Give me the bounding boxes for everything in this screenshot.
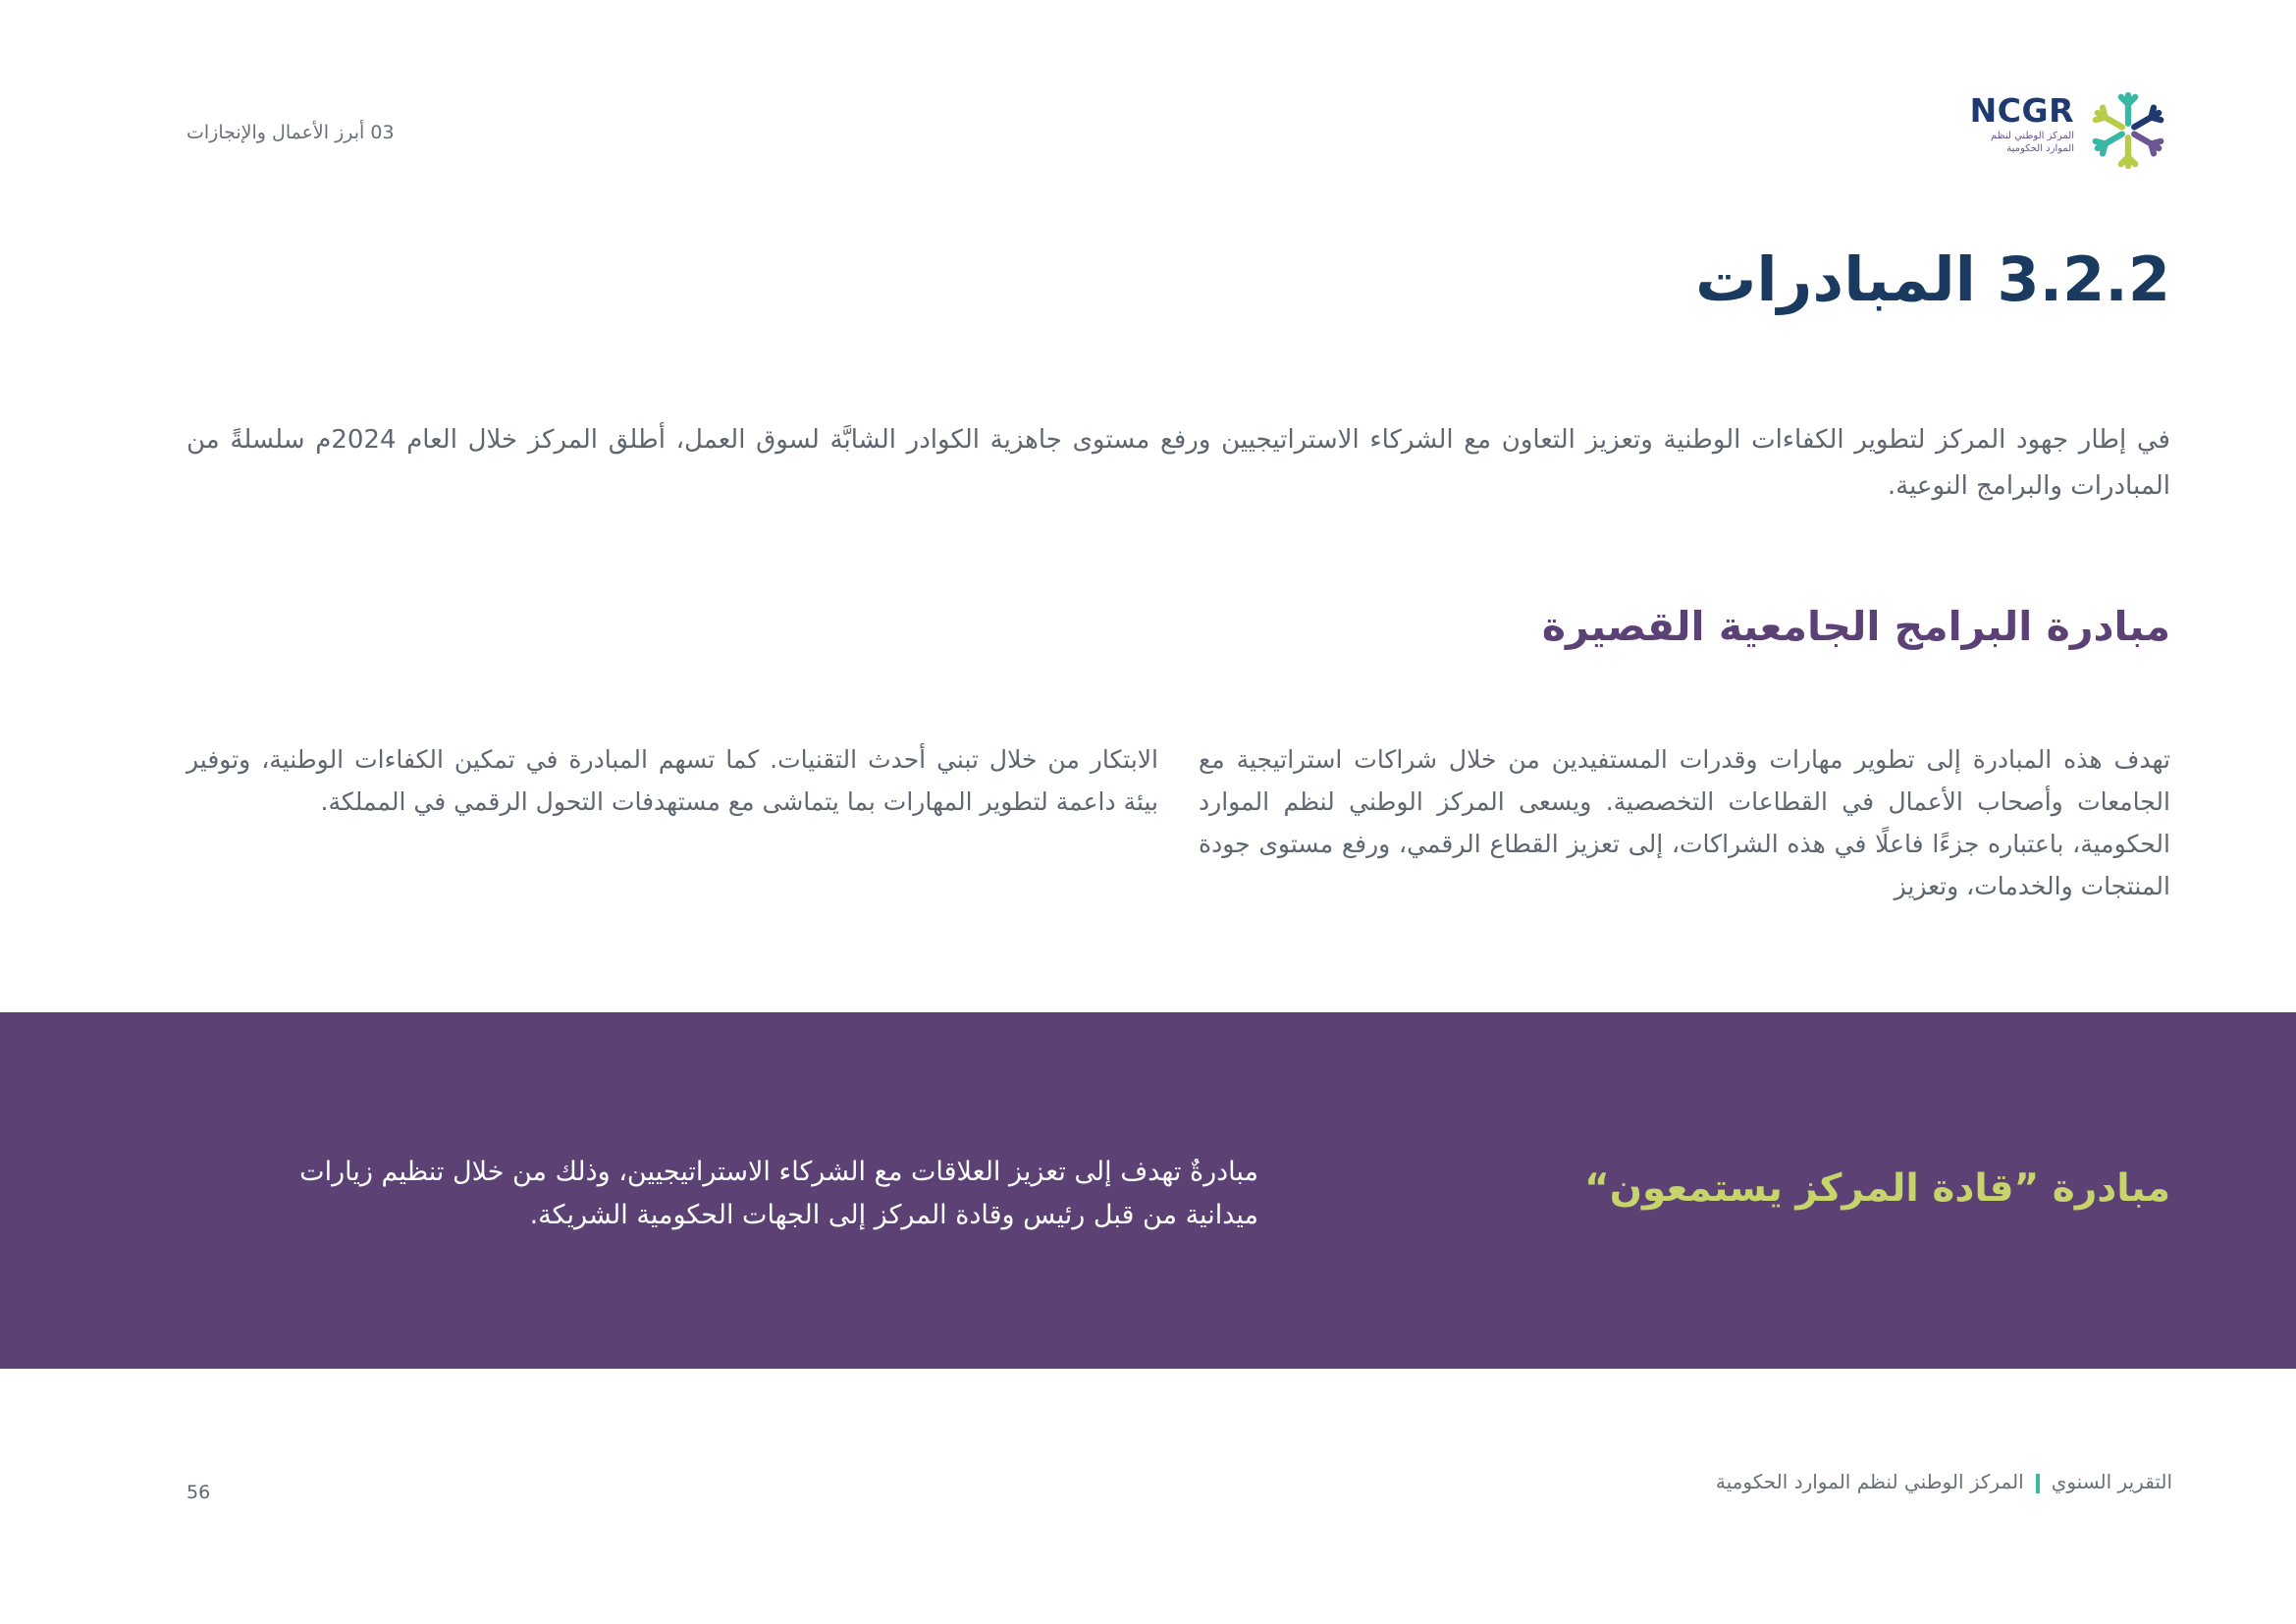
section-label: 03 أبرز الأعمال والإنجازات [187, 122, 395, 143]
initiative-text-column-right: تهدف هذه المبادرة إلى تطوير مهارات وقدرات المستفيدين من خلال شراكات استراتيجية مع الجامعات وأصحاب الأعمال في القطاعات التخصصية. ويسعى المركز الوطني لنظم الموارد الحكومية، باعتباره جزءًا فاعلًا في هذه الشراكات، إلى تعزيز القطاع الرقمي، ورفع مستوى جودة المنتجات والخدمات، وتعزيز [1199, 745, 2170, 900]
ncgr-star-icon [2084, 86, 2172, 175]
ncgr-logo [1927, 86, 2172, 181]
logo-wordmark [1970, 92, 2074, 155]
initiative-band-text: مبادرةٌ تهدف إلى تعزيز العلاقات مع الشركاء الاستراتيجيين، وذلك من خلال تنظيم زيارات ميدانية من قبل رئيس وقادة المركز إلى الجهات الحكومية الشريكة. [299, 1157, 1258, 1230]
page-number: 56 [187, 1482, 211, 1503]
footer-separator [2036, 1474, 2040, 1493]
logo-subtitle-line1: المركز الوطني لنظم [1991, 131, 2074, 141]
initiative-heading-leaders-listen: مبادرة ”قادة المركز يستمعون“ [1584, 1166, 2170, 1211]
footer-credits [1716, 1470, 2172, 1493]
logo-text: NCGR [1969, 91, 2074, 130]
initiative-text-column-left: الابتكار من خلال تبني أحدث التقنيات. كما تسهم المبادرة في تمكين الكفاءات الوطنية، وتوفير بيئة داعمة لتطوير المهارات بما يتماشى مع مستهدفات التحول الرقمي في المملكة. [187, 745, 1158, 816]
footer-report-label: التقرير السنوي [2051, 1470, 2172, 1493]
page-title: 3.2.2 المبادرات [1695, 244, 2170, 315]
footer-org-name: المركز الوطني لنظم الموارد الحكومية [1715, 1470, 2024, 1493]
initiative-heading-university-programs: مبادرة البرامج الجامعية القصيرة [1541, 603, 2170, 650]
logo-subtitle-line2: الموارد الحكومية [2006, 143, 2074, 154]
intro-paragraph: في إطار جهود المركز لتطوير الكفاءات الوطنية وتعزيز التعاون مع الشركاء الاستراتيجيين ورفع مستوى جاهزية الكوادر الشابَّة لسوق العمل، أطلق المركز خلال العام 2024م سلسلةً من المبادرات والبرامج النوعية. [187, 425, 2170, 501]
